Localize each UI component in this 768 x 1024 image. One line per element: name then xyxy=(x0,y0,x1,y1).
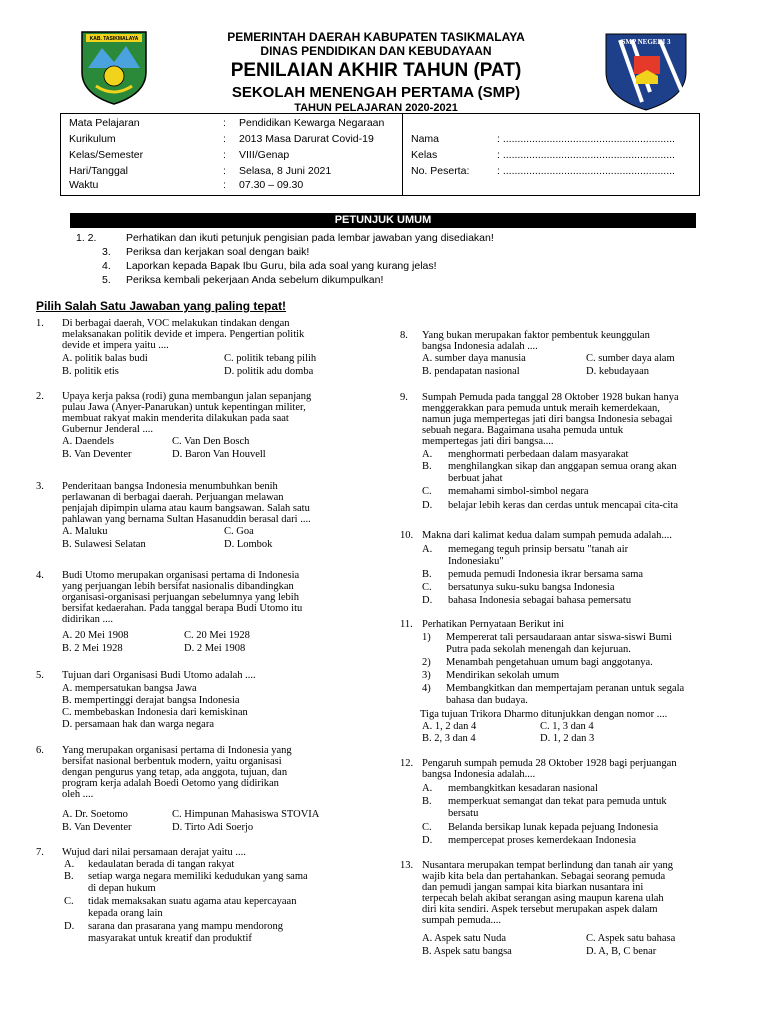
question-4: 4. Budi Utomo merupakan organisasi pertama di Indonesia yang perjuangan lebih bersifat nasionalis dibandingkan organisasi-organisasi perjuangan sebelumnya yang lebih bersifat kedaerahan. Pada tanggal berapa Budi Utomo itu didirikan .... A. 20 Mei 1908 C. 20 Mei 1928 B. 2 Mei 1928 D. 2 Mei 1908 xyxy=(36,570,303,654)
question-7: 7. Wujud dari nilai persamaan derajat yaitu .... A. kedaulatan berada di tangan rakyat B. setiap warga negara memiliki kedudukan yang sama di depan hukum C. tidak memaksakan suatu agama atau kepercayaan kepada orang lain D. sarana dan prasarana yang mampu mendorong masyarakat untuk kreatif dan produktif xyxy=(36,847,308,944)
answer-option-b[interactable]: B. Sulawesi Selatan xyxy=(62,539,146,550)
answer-option-b[interactable]: B. pemuda pemudi Indonesia ikrar bersama sama xyxy=(422,569,644,580)
answer-option-d[interactable]: D. kebudayaan xyxy=(586,366,649,377)
answer-option-a[interactable]: A. mempersatukan bangsa Jawa xyxy=(62,683,197,694)
answer-option-c[interactable]: C. 20 Mei 1928 xyxy=(184,630,250,641)
answer-option-b[interactable]: B. menghilangkan sikap dan anggapan semua orang akan berbuat jahat xyxy=(422,461,677,484)
answer-option-c[interactable]: C. memahami simbol-simbol negara xyxy=(422,486,589,497)
header-government: PEMERINTAH DAERAH KABUPATEN TASIKMALAYA xyxy=(227,30,525,44)
answer-option-b[interactable]: B. 2, 3 dan 4 xyxy=(422,733,476,744)
answer-option-d[interactable]: D. Baron Van Houvell xyxy=(172,449,266,460)
kabupaten-logo xyxy=(76,28,152,106)
answer-option-a[interactable]: A. Aspek satu Nuda xyxy=(422,933,506,944)
answer-option-a[interactable]: A. 20 Mei 1908 xyxy=(62,630,129,641)
answer-option-c[interactable]: C. sumber daya alam xyxy=(586,353,675,364)
answer-option-a[interactable]: A. memegang teguh prinsip bersatu "tanah air Indonesiaku" xyxy=(422,544,629,567)
school-level: SEKOLAH MENENGAH PERTAMA (SMP) xyxy=(231,84,521,101)
answer-option-d[interactable]: D. mempercepat proses kemerdekaan Indonesia xyxy=(422,835,637,846)
answer-option-b[interactable]: B. Van Deventer xyxy=(62,449,132,460)
question-9: 9. Sumpah Pemuda pada tanggal 28 Oktober 1928 bukan hanya menggerakkan para pemuda untuk meraih kemerdekaan, namun juga mempertegas jati diri bangsa Indonesia sebagai sebuah negara. Bagaimana usaha pemuda untuk mempertegas jati diri bangsa.... A. menghormati perbedaan dalam masyarakat B. menghilangkan sikap dan anggapan semua orang akan berbuat jahat C. memahami simbol-simbol negara D. belajar lebih keras dan cerdas untuk mencapai cita-cita xyxy=(400,392,679,511)
answer-option-b[interactable]: B. Van Deventer xyxy=(62,822,132,833)
header-department: DINAS PENDIDIKAN DAN KEBUDAYAAN xyxy=(260,44,492,58)
academic-year: TAHUN PELAJARAN 2020-2021 xyxy=(294,102,458,114)
school-logo-text: SMP NEGERI 3 xyxy=(621,38,671,46)
answer-option-a[interactable]: A. politik balas budi xyxy=(62,353,148,364)
answer-option-c[interactable]: C. Belanda bersikap lunak kepada pejuang Indonesia xyxy=(422,822,659,833)
answer-option-d[interactable]: D. bahasa Indonesia sebagai bahasa pemersatu xyxy=(422,595,632,606)
answer-option-c[interactable]: C. Aspek satu bahasa xyxy=(586,933,676,944)
answer-option-d[interactable]: D. sarana dan prasarana yang mampu mendorong masyarakat untuk kreatif dan produktif xyxy=(64,921,284,944)
answer-option-d[interactable]: D. Tirto Adi Soerjo xyxy=(172,822,254,833)
answer-option-c[interactable]: C. bersatunya suku-suku bangsa Indonesia xyxy=(422,582,615,593)
question-12: 12. Pengaruh sumpah pemuda 28 Oktober 1928 bagi perjuangan bangsa Indonesia adalah.... A. membangkitkan kesadaran nasional B. memperkuat semangat dan tekat para pemuda untuk bersatu C. Belanda bersikap lunak kepada pejuang Indonesia D. mempercepat proses kemerdekaan Indonesia xyxy=(400,758,677,846)
answer-option-a[interactable]: A. Dr. Soetomo xyxy=(62,809,128,820)
answer-option-b[interactable]: B. Aspek satu bangsa xyxy=(422,946,512,957)
question-1: 1. Di berbagai daerah, VOC melakukan tindakan dengan melaksanakan politik devide et impera. Pengertian politik devide et impera yaitu .... A. politik balas budi C. politik tebang pilih B. politik etis D. politik adu domba xyxy=(36,318,317,377)
question-8: 8. Yang bukan merupakan faktor pembentuk keunggulan bangsa Indonesia adalah .... A. sumber daya manusia C. sumber daya alam B. pendapatan nasional D. kebudayaan xyxy=(400,330,675,377)
answer-option-b[interactable]: B. pendapatan nasional xyxy=(422,366,520,377)
page-title: PENILAIAN AKHIR TAHUN (PAT) xyxy=(230,60,522,81)
answer-option-b[interactable]: B. mempertinggi derajat bangsa Indonesia xyxy=(62,695,240,706)
answer-option-d[interactable]: D. 2 Mei 1908 xyxy=(184,643,246,654)
answer-option-d[interactable]: D. Lombok xyxy=(224,539,273,550)
answer-option-c[interactable]: C. politik tebang pilih xyxy=(224,353,317,364)
answer-option-a[interactable]: A. 1, 2 dan 4 xyxy=(422,721,477,732)
answer-option-c[interactable]: C. Goa xyxy=(224,526,254,537)
answer-option-a[interactable]: A. membangkitkan kesadaran nasional xyxy=(422,783,598,794)
answer-option-c[interactable]: C. tidak memaksakan suatu agama atau kepercayaan kepada orang lain xyxy=(64,896,297,919)
answer-option-a[interactable]: A. menghormati perbedaan dalam masyarakat xyxy=(422,449,629,460)
answer-option-a[interactable]: A. sumber daya manusia xyxy=(422,353,526,364)
answer-option-d[interactable]: D. politik adu domba xyxy=(224,366,314,377)
general-instructions-title: PETUNJUK UMUM xyxy=(70,213,696,228)
answer-option-d[interactable]: D. belajar lebih keras dan cerdas untuk mencapai cita-cita xyxy=(422,500,679,511)
statement-item: 3) Mendirikan sekolah umum xyxy=(422,670,560,681)
question-5: 5. Tujuan dari Organisasi Budi Utomo adalah .... A. mempersatukan bangsa Jawa B. mempertinggi derajat bangsa Indonesia C. membebaskan Indonesia dari kemiskinan D. persamaan hak dan warga negara xyxy=(36,670,256,730)
question-2: 2. Upaya kerja paksa (rodi) guna membangun jalan sepanjang pulau Jawa (Anyer-Panarukan) untuk kepentingan militer, membuat rakyat makin menderita dilakukan pada saat Gubernur Jenderal .... A. Daendels C. Van Den Bosch B. Van Deventer D. Baron Van Houvell xyxy=(36,391,312,460)
answer-option-c[interactable]: C. 1, 3 dan 4 xyxy=(540,721,594,732)
answer-option-d[interactable]: D. persamaan hak dan warga negara xyxy=(62,719,214,730)
question-11: 11. Perhatikan Pernyataan Berikut ini 1) Mempererat tali persaudaraan antar siswa-siswi Bumi Putra pada sekolah menengah dan kejuruan. 2) Menambah pengetahuan umum bagi anggotanya. 3) Mendirikan sekolah umum 4) Membangkitkan dan mempertajam peranan untuk segala bahasa dan budaya. Tiga tujuan Trikora Dharmo ditunjukkan dengan nomor .... A. 1, 2 dan 4 C. 1, 3 dan 4 B. 2, 3 dan 4 D. 1, 2 dan 3 xyxy=(400,619,685,744)
answer-option-c[interactable]: C. Himpunan Mahasiswa STOVIA xyxy=(172,809,320,820)
exam-info-box: Mata Pelajaran : Pendidikan Kewarga Negaraan Kurikulum : 2013 Masa Darurat Covid-19 Kelas/Semester : VIII/Genap Hari/Tanggal : Selasa, 8 Juni 2021 Waktu : 07.30 – 09.30 Nama : ........................................................... Kelas : ........................................................... No. Peserta: : ........................................................... xyxy=(60,113,700,196)
question-10: 10. Makna dari kalimat kedua dalam sumpah pemuda adalah.... A. memegang teguh prinsip bersatu "tanah air Indonesiaku" B. pemuda pemudi Indonesia ikrar bersama sama C. bersatunya suku-suku bangsa Indonesia D. bahasa Indonesia sebagai bahasa pemersatu xyxy=(400,530,672,606)
answer-option-b[interactable]: B. setiap warga negara memiliki kedudukan yang sama di depan hukum xyxy=(64,871,308,894)
answer-option-a[interactable]: A. Daendels xyxy=(62,436,114,447)
answer-option-c[interactable]: C. Van Den Bosch xyxy=(172,436,250,447)
statement-item: 1) Mempererat tali persaudaraan antar siswa-siswi Bumi Putra pada sekolah menengah dan kejuruan. xyxy=(422,632,672,655)
answer-option-b[interactable]: B. memperkuat semangat dan tekat para pemuda untuk bersatu xyxy=(422,796,667,819)
answer-option-d[interactable]: D. 1, 2 dan 3 xyxy=(540,733,595,744)
answer-option-b[interactable]: B. 2 Mei 1928 xyxy=(62,643,123,654)
question-3: 3. Penderitaan bangsa Indonesia menumbuhkan benih perlawanan di berbagai daerah. Perjuangan melawan penjajah dipimpin ulama atau kaum bangsawan. Salah satu pahlawan yang bernama Sultan Hasanuddin berasal dari .... A. Maluku C. Goa B. Sulawesi Selatan D. Lombok xyxy=(36,481,311,550)
statement-item: 2) Menambah pengetahuan umum bagi anggotanya. xyxy=(422,657,653,668)
question-6: 6. Yang merupakan organisasi pertama di Indonesia yang bersifat nasional berbentuk modern, yaitu organisasi dengan pengurus yang tetap, ada anggota, tujuan, dan program kerja adalah Boedi Oetomo yang didirikan oleh .... A. Dr. Soetomo C. Himpunan Mahasiswa STOVIA B. Van Deventer D. Tirto Adi Soerjo xyxy=(36,745,320,833)
section-title: Pilih Salah Satu Jawaban yang paling tepat! xyxy=(36,299,287,313)
answer-option-d[interactable]: D. A, B, C benar xyxy=(586,946,657,957)
answer-option-c[interactable]: C. membebaskan Indonesia dari kemiskinan xyxy=(62,707,248,718)
school-logo xyxy=(602,32,690,112)
kabupaten-logo-text: KAB. TASIKMALAYA xyxy=(89,36,139,42)
answer-option-a[interactable]: A. Maluku xyxy=(62,526,108,537)
answer-option-b[interactable]: B. politik etis xyxy=(62,366,119,377)
statement-item: 4) Membangkitkan dan mempertajam peranan untuk segala bahasa dan budaya. xyxy=(422,683,685,706)
answer-option-a[interactable]: A. kedaulatan berada di tangan rakyat xyxy=(64,859,235,870)
question-13: 13. Nusantara merupakan tempat berlindung dan tanah air yang wajib kita bela dan pertahankan. Sebagai seorang pemuda dan pemudi jangan sampai kita biarkan nusantara ini terpecah belah akibat serangan asing maupun karena ulah diri kita sendiri. Aspek tersebut merupakan aspek dalam sumpah pemuda.... A. Aspek satu Nuda C. Aspek satu bahasa B. Aspek satu bangsa D. A, B, C benar xyxy=(400,860,676,957)
